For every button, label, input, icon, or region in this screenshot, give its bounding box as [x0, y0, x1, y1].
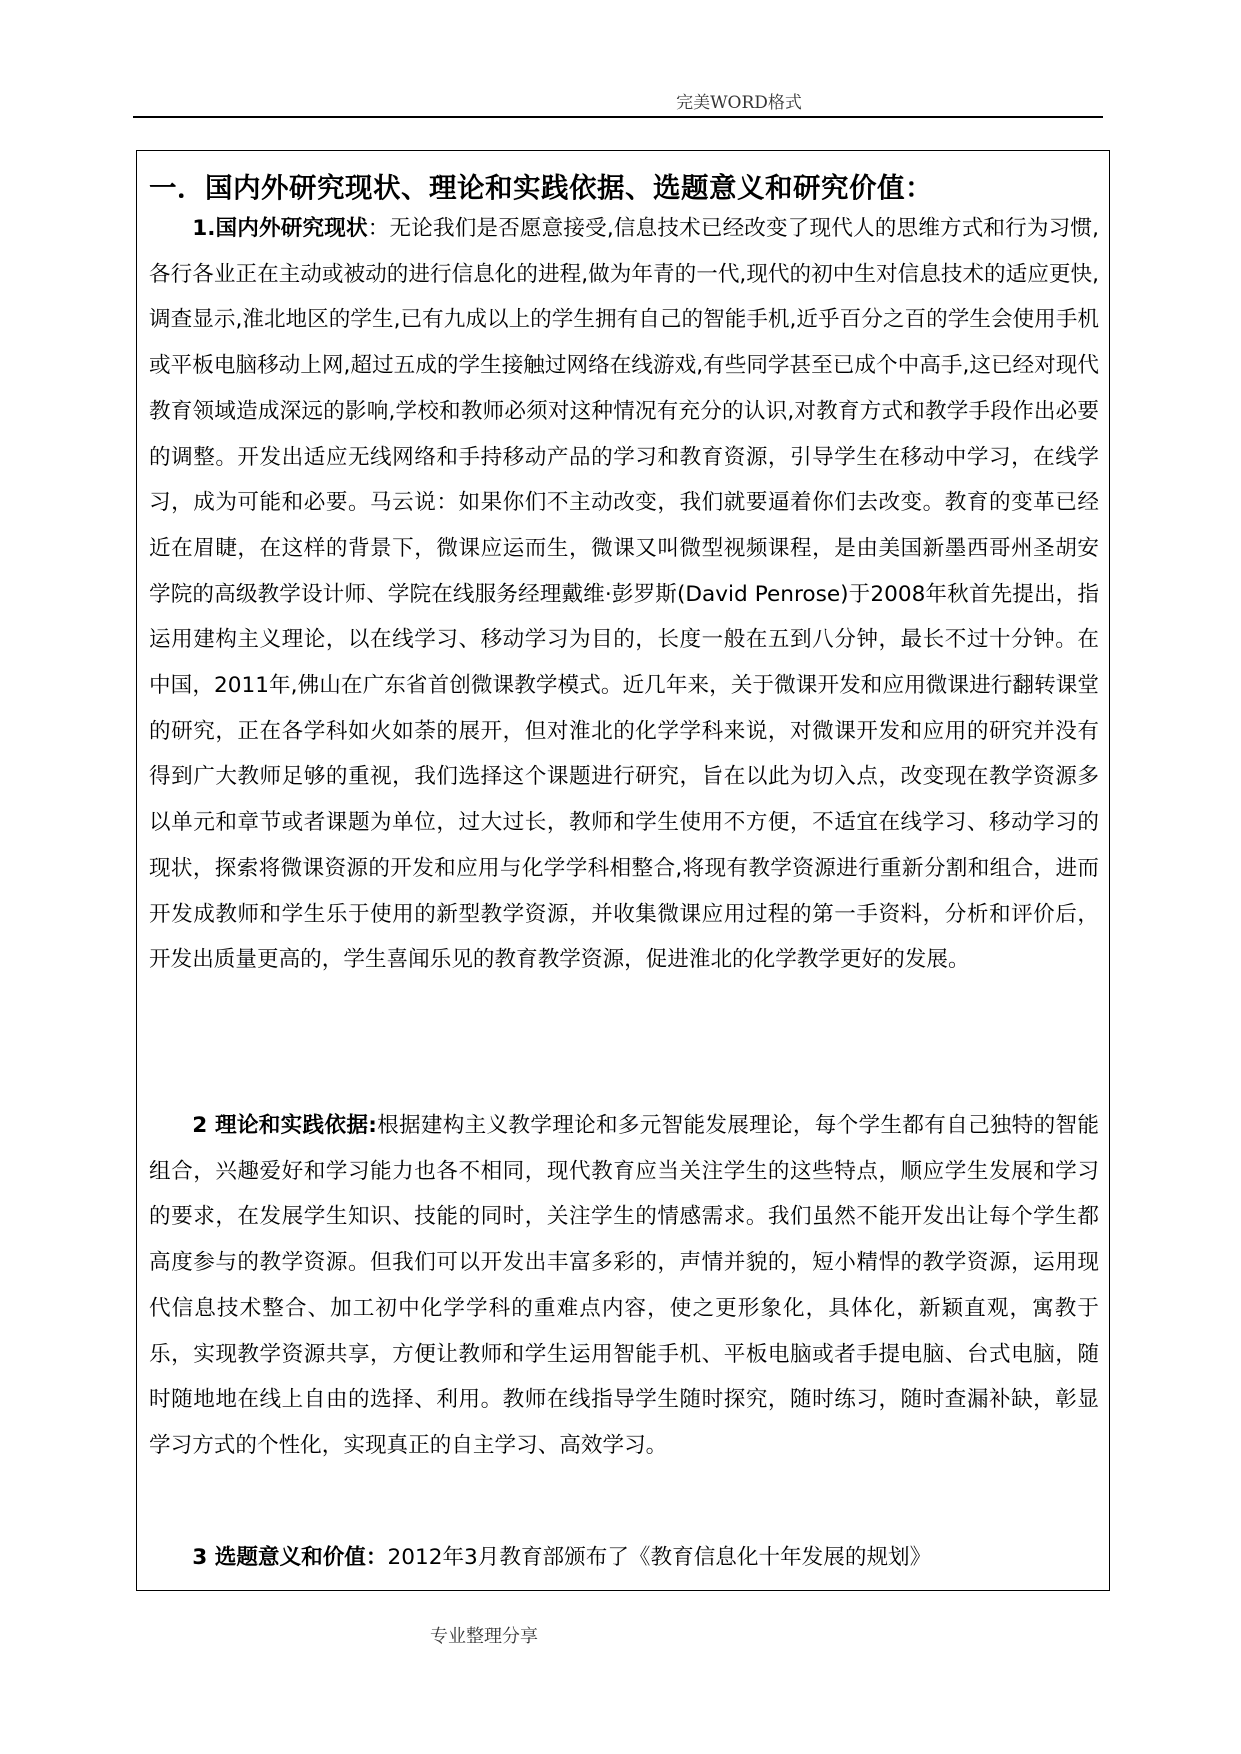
paragraph-lead: 1.国内外研究现状 — [192, 216, 368, 241]
content-table-cell — [136, 150, 1110, 1591]
page-header — [133, 84, 1103, 118]
paragraph-significance — [149, 1535, 1099, 1581]
paragraph-lead: 2 理论和实践依据: — [192, 1113, 377, 1138]
paragraph-body: ：无论我们是否愿意接受,信息技术已经改变了现代人的思维方式和行为习惯,各行各业正在主动或被动的进行信息化的进程,做为年青的一代,现代的初中生对信息技术的适应更快,调查显示,淮北地区的学生,已有九成以上的学生拥有自己的智能手机,近乎百分之百的学生会使用手机或平板电脑移动上网,超过五成的学生接触过网络在线游戏,有些同学甚至已成个中高手,这已经对现代教育领域造成深远的影响,学校和教师必须对这种情况有充分的认识,对教育方式和教学手段作出必要的调整。开发出适应无线网络和手持移动产品的学习和教育资源，引导学生在移动中学习，在线学习，成为可能和必要。马云说：如果你们不主动改变，我们就要逼着你们去改变。教育的变革已经近在眉睫，在这样的背景下，微课应运而生，微课又叫微型视频课程，是由美国新墨西哥州圣胡安学院的高级教学设计师、学院在线服务经理戴维·彭罗斯(David Penrose)于2008年秋首先提出，指运用建构主义理论，以在线学习、移动学习为目的，长度一般在五到八分钟，最长不过十分钟。在中国，2011年,佛山在广东省首创微课教学模式。近几年来，关于微课开发和应用微课进行翻转课堂的研究，正在各学科如火如荼的展开，但对淮北的化学学科来说，对微课开发和应用的研究并没有得到广大教师足够的重视，我们选择这个课题进行研究，旨在以此为切入点，改变现在教学资源多以单元和章节或者课题为单位，过大过长，教师和学生使用不方便，不适宜在线学习、移动学习的现状，探索将微课资源的开发和应用与化学学科相整合,将现有教学资源进行重新分割和组合，进而开发成教师和学生乐于使用的新型教学资源，并收集微课应用过程的第一手资料，分析和评价后，开发出质量更高的，学生喜闻乐见的教育教学资源，促进淮北的化学教学更好的发展。 — [149, 216, 1099, 973]
section-title: 一．国内外研究现状、理论和实践依据、选题意义和研究价值： — [149, 172, 933, 204]
header-text: 完美WORD格式 — [676, 93, 802, 113]
paragraph-research-status — [149, 206, 1099, 983]
paragraph-body: 2012年3月教育部颁布了《教育信息化十年发展的规划》 — [387, 1545, 932, 1570]
paragraph-body: 根据建构主义教学理论和多元智能发展理论，每个学生都有自己独特的智能组合，兴趣爱好和学习能力也各不相同，现代教育应当关注学生的这些特点，顺应学生发展和学习的要求，在发展学生知识、技能的同时，关注学生的情感需求。我们虽然不能开发出让每个学生都高度参与的教学资源。但我们可以开发出丰富多彩的，声情并貌的，短小精悍的教学资源，运用现代信息技术整合、加工初中化学学科的重难点内容，使之更形象化，具体化，新颖直观，寓教于乐，实现教学资源共享，方便让教师和学生运用智能手机、平板电脑或者手提电脑、台式电脑，随时随地地在线上自由的选择、利用。教师在线指导学生随时探究，随时练习，随时查漏补缺，彰显学习方式的个性化，实现真正的自主学习、高效学习。 — [149, 1113, 1099, 1458]
page-footer: 专业整理分享 — [430, 1626, 538, 1647]
paragraph-theory-basis — [149, 1103, 1099, 1469]
paragraph-lead: 3 选题意义和价值： — [192, 1545, 388, 1570]
